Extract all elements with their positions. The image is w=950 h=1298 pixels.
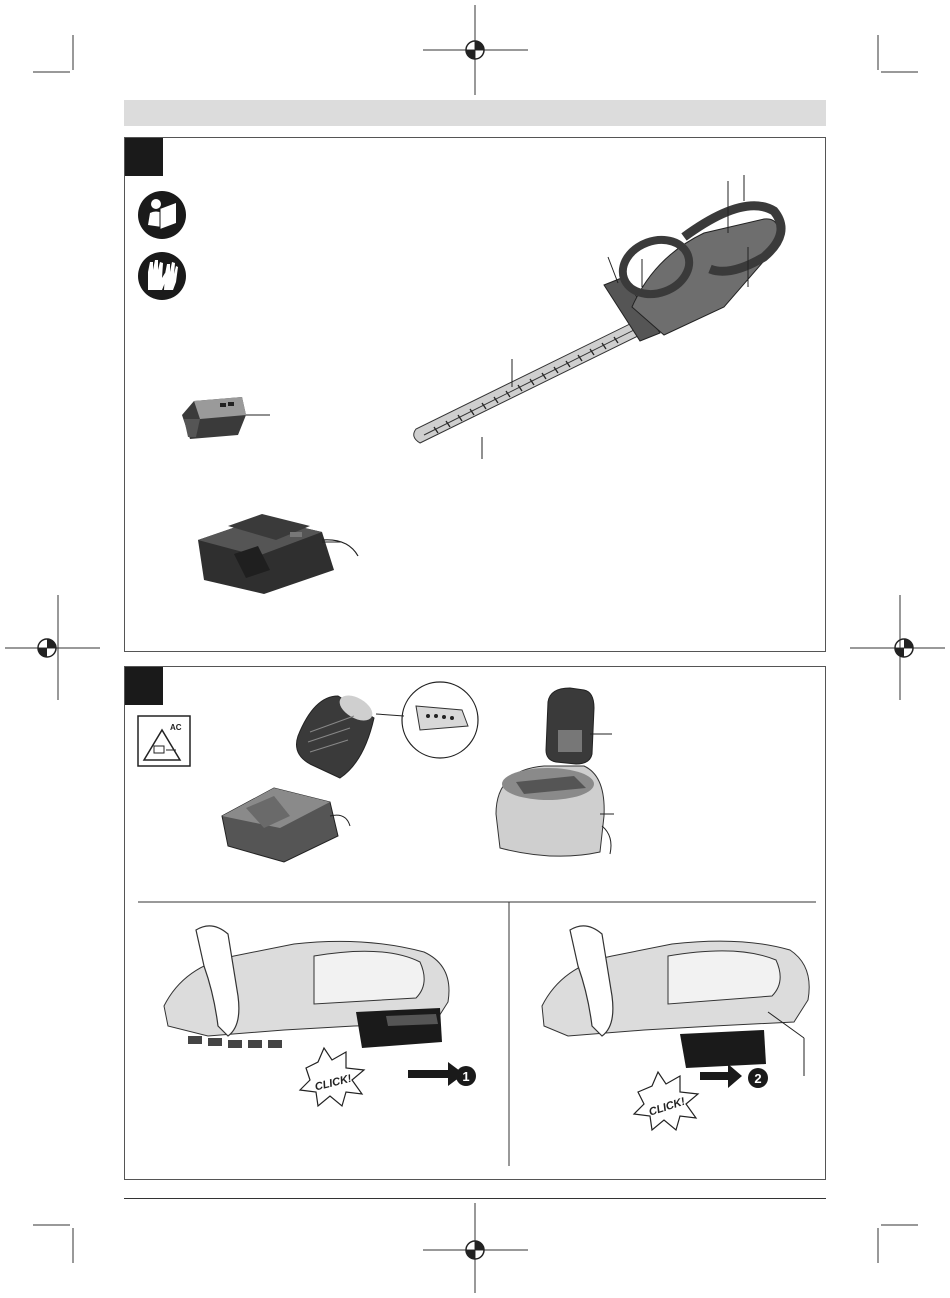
trimmer-insert-left [164,926,449,1048]
gloves-icon [138,252,186,300]
battery-detail-magnifier [376,682,478,758]
click-burst-right [634,1072,698,1130]
step-badge-1 [456,1066,476,1086]
registration-target-left [38,639,56,657]
step-badge-2-number: 2 [754,1071,762,1086]
figure-b-illustration [124,666,824,1178]
insert-arrow-left [408,1062,464,1086]
hedge-trimmer-icon [414,175,781,459]
trimmer-insert-right [542,926,809,1076]
step-badge-1-number: 1 [462,1069,470,1084]
round-charger-icon [496,766,614,856]
charger-icon [198,514,358,594]
step-badge-2 [748,1068,768,1088]
battery-cylinder-icon [297,690,377,778]
battery-pack-icon [182,397,270,439]
registration-target-top [466,41,484,59]
charger-warning-icon [138,716,190,766]
click-text-left: CLICK! [313,1072,353,1094]
charger-warning-label: AC [170,723,182,732]
read-manual-icon [138,191,186,239]
footer-rule [124,1198,826,1199]
click-burst-left [300,1048,364,1106]
battery-upright-icon [546,688,612,764]
charger-small-icon [222,788,350,862]
registration-target-right [895,639,913,657]
figure-a-illustration [124,137,824,650]
header-band [124,100,826,126]
click-text-right: CLICK! [647,1095,687,1119]
registration-target-bottom [466,1241,484,1259]
insert-arrow-right [700,1064,742,1088]
